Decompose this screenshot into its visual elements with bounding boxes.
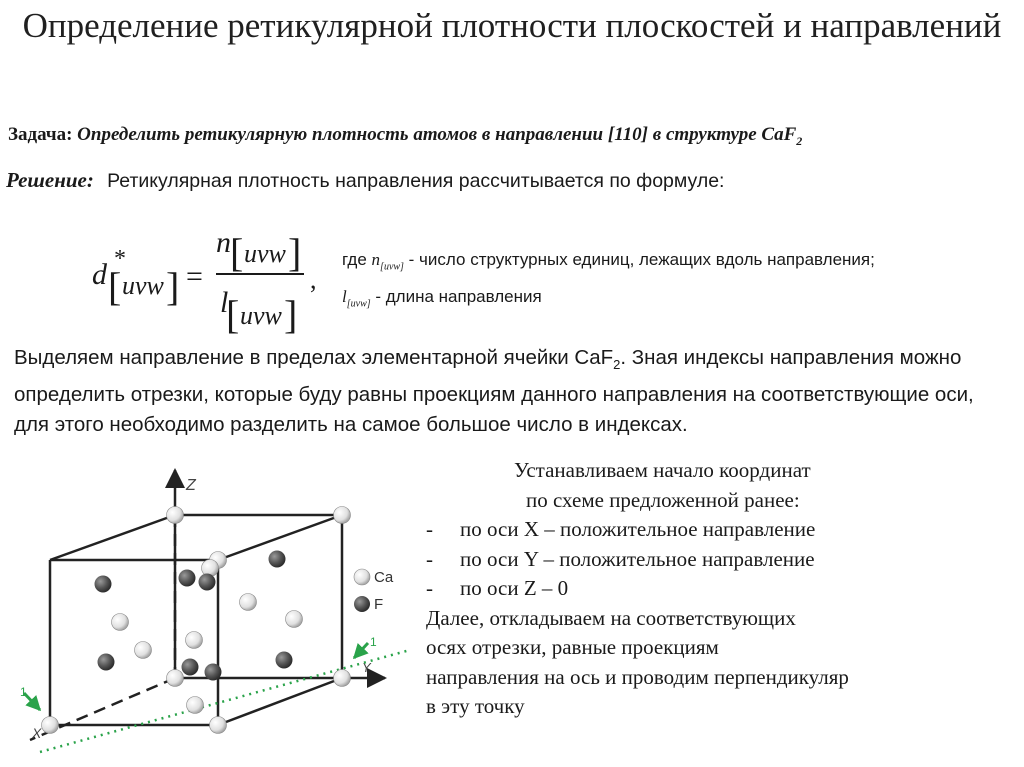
formula-eq: = <box>186 260 203 293</box>
legend-n-line: где $n_{[uvw]}$ - число структурных единиц, лежащих вдоль направления; <box>342 250 875 273</box>
f-atom <box>95 576 112 593</box>
procedure-text <box>426 456 1016 722</box>
green-marker-arrow <box>354 643 368 658</box>
formula-bracket-right-3: ] <box>284 292 298 334</box>
f-atom <box>179 570 196 587</box>
formula-bracket-left-1: [ <box>108 264 122 309</box>
task-label: Задача: <box>8 124 73 145</box>
formula-bracket-right-2: ] <box>288 230 302 275</box>
procedure-item: - по оси Y – положительное направление <box>426 546 815 571</box>
formula-bracket-left-3: [ <box>226 292 240 334</box>
task-statement <box>8 124 802 149</box>
formula-d: d <box>92 258 107 291</box>
legend-ca-label: Ca <box>374 569 394 586</box>
ca-atom <box>167 670 184 687</box>
legend-f-swatch <box>354 596 370 612</box>
solution-text: Ретикулярная плотность направления рассчитывается по формуле: <box>107 170 725 192</box>
formula-comma: , <box>310 265 317 294</box>
ca-atom <box>202 560 219 577</box>
caf2-unit-cell-diagram <box>0 460 420 767</box>
f-atom <box>199 574 216 591</box>
legend-ca-swatch <box>354 569 370 585</box>
axis-y-label: Y <box>362 660 371 675</box>
marker-1-label: 1 <box>20 685 27 699</box>
procedure-after-line: осях отрезки, равные проекциям <box>426 635 719 659</box>
procedure-item: - по оси Z – 0 <box>426 576 569 600</box>
task-text: Определить ретикулярную плотность атомов в направлении [110] в структуре CaF$_2$ <box>77 124 803 148</box>
formula-legend <box>342 245 875 320</box>
ca-atom <box>42 717 59 734</box>
slide-title: Определение ретикулярной плотности плоскостей и направлений <box>22 6 1002 45</box>
procedure-after-line: в эту точку <box>426 694 525 718</box>
axis-z-label: Z <box>186 477 196 494</box>
ca-atom <box>334 507 351 524</box>
marker-1-label: 1 <box>370 635 377 649</box>
legend-f-label: F <box>374 596 384 613</box>
f-atom <box>98 654 115 671</box>
f-atom <box>269 551 286 568</box>
ca-atom <box>167 507 184 524</box>
direction-110-line <box>40 650 410 752</box>
ca-atom <box>240 594 257 611</box>
ca-atom <box>210 717 227 734</box>
f-atom <box>205 664 222 681</box>
formula-uvw-1: uvw <box>122 271 164 300</box>
procedure-after-line: Далее, откладываем на соответствующих <box>426 605 796 630</box>
reticular-density-formula <box>92 226 322 334</box>
f-atom <box>276 652 293 669</box>
formula-n: n <box>216 226 231 259</box>
solution-label: Решение: <box>6 168 94 192</box>
procedure-item: - по оси Х – положительное направление <box>426 517 816 541</box>
formula-uvw-3: uvw <box>240 301 282 330</box>
formula-bracket-right-1: ] <box>166 264 180 309</box>
ca-atom <box>186 632 203 649</box>
solution-line <box>6 168 724 193</box>
ca-atom <box>187 697 204 714</box>
axis-x-label: X <box>32 725 42 741</box>
cube-edge <box>50 515 175 560</box>
ca-atom <box>112 614 129 631</box>
f-atom <box>182 659 199 676</box>
formula-star: * <box>114 246 126 272</box>
cube-edge <box>218 678 342 725</box>
procedure-after-line: направления на ось и проводим перпендикуляр <box>426 664 849 689</box>
procedure-line-2: по схеме предложенной ранее: <box>526 487 800 512</box>
procedure-line-1: Устанавливаем начало координат <box>514 458 811 482</box>
ca-atom <box>135 642 152 659</box>
formula-l: l <box>220 286 229 319</box>
legend-l-line: $l_{[uvw]}$ - длина направления <box>342 287 542 310</box>
explanation-paragraph: Выделяем направление в пределах элементарной ячейки CaF$_2$. Зная индексы направления можно определить отрезки, которые буду равны проекциям данного направления на соответствующие оси, для этого необходимо разделить на самое большое число в индексах. <box>14 346 974 437</box>
ca-atom <box>334 670 351 687</box>
ca-atom <box>286 611 303 628</box>
formula-bracket-left-2: [ <box>230 230 244 275</box>
formula-uvw-2: uvw <box>244 239 286 268</box>
